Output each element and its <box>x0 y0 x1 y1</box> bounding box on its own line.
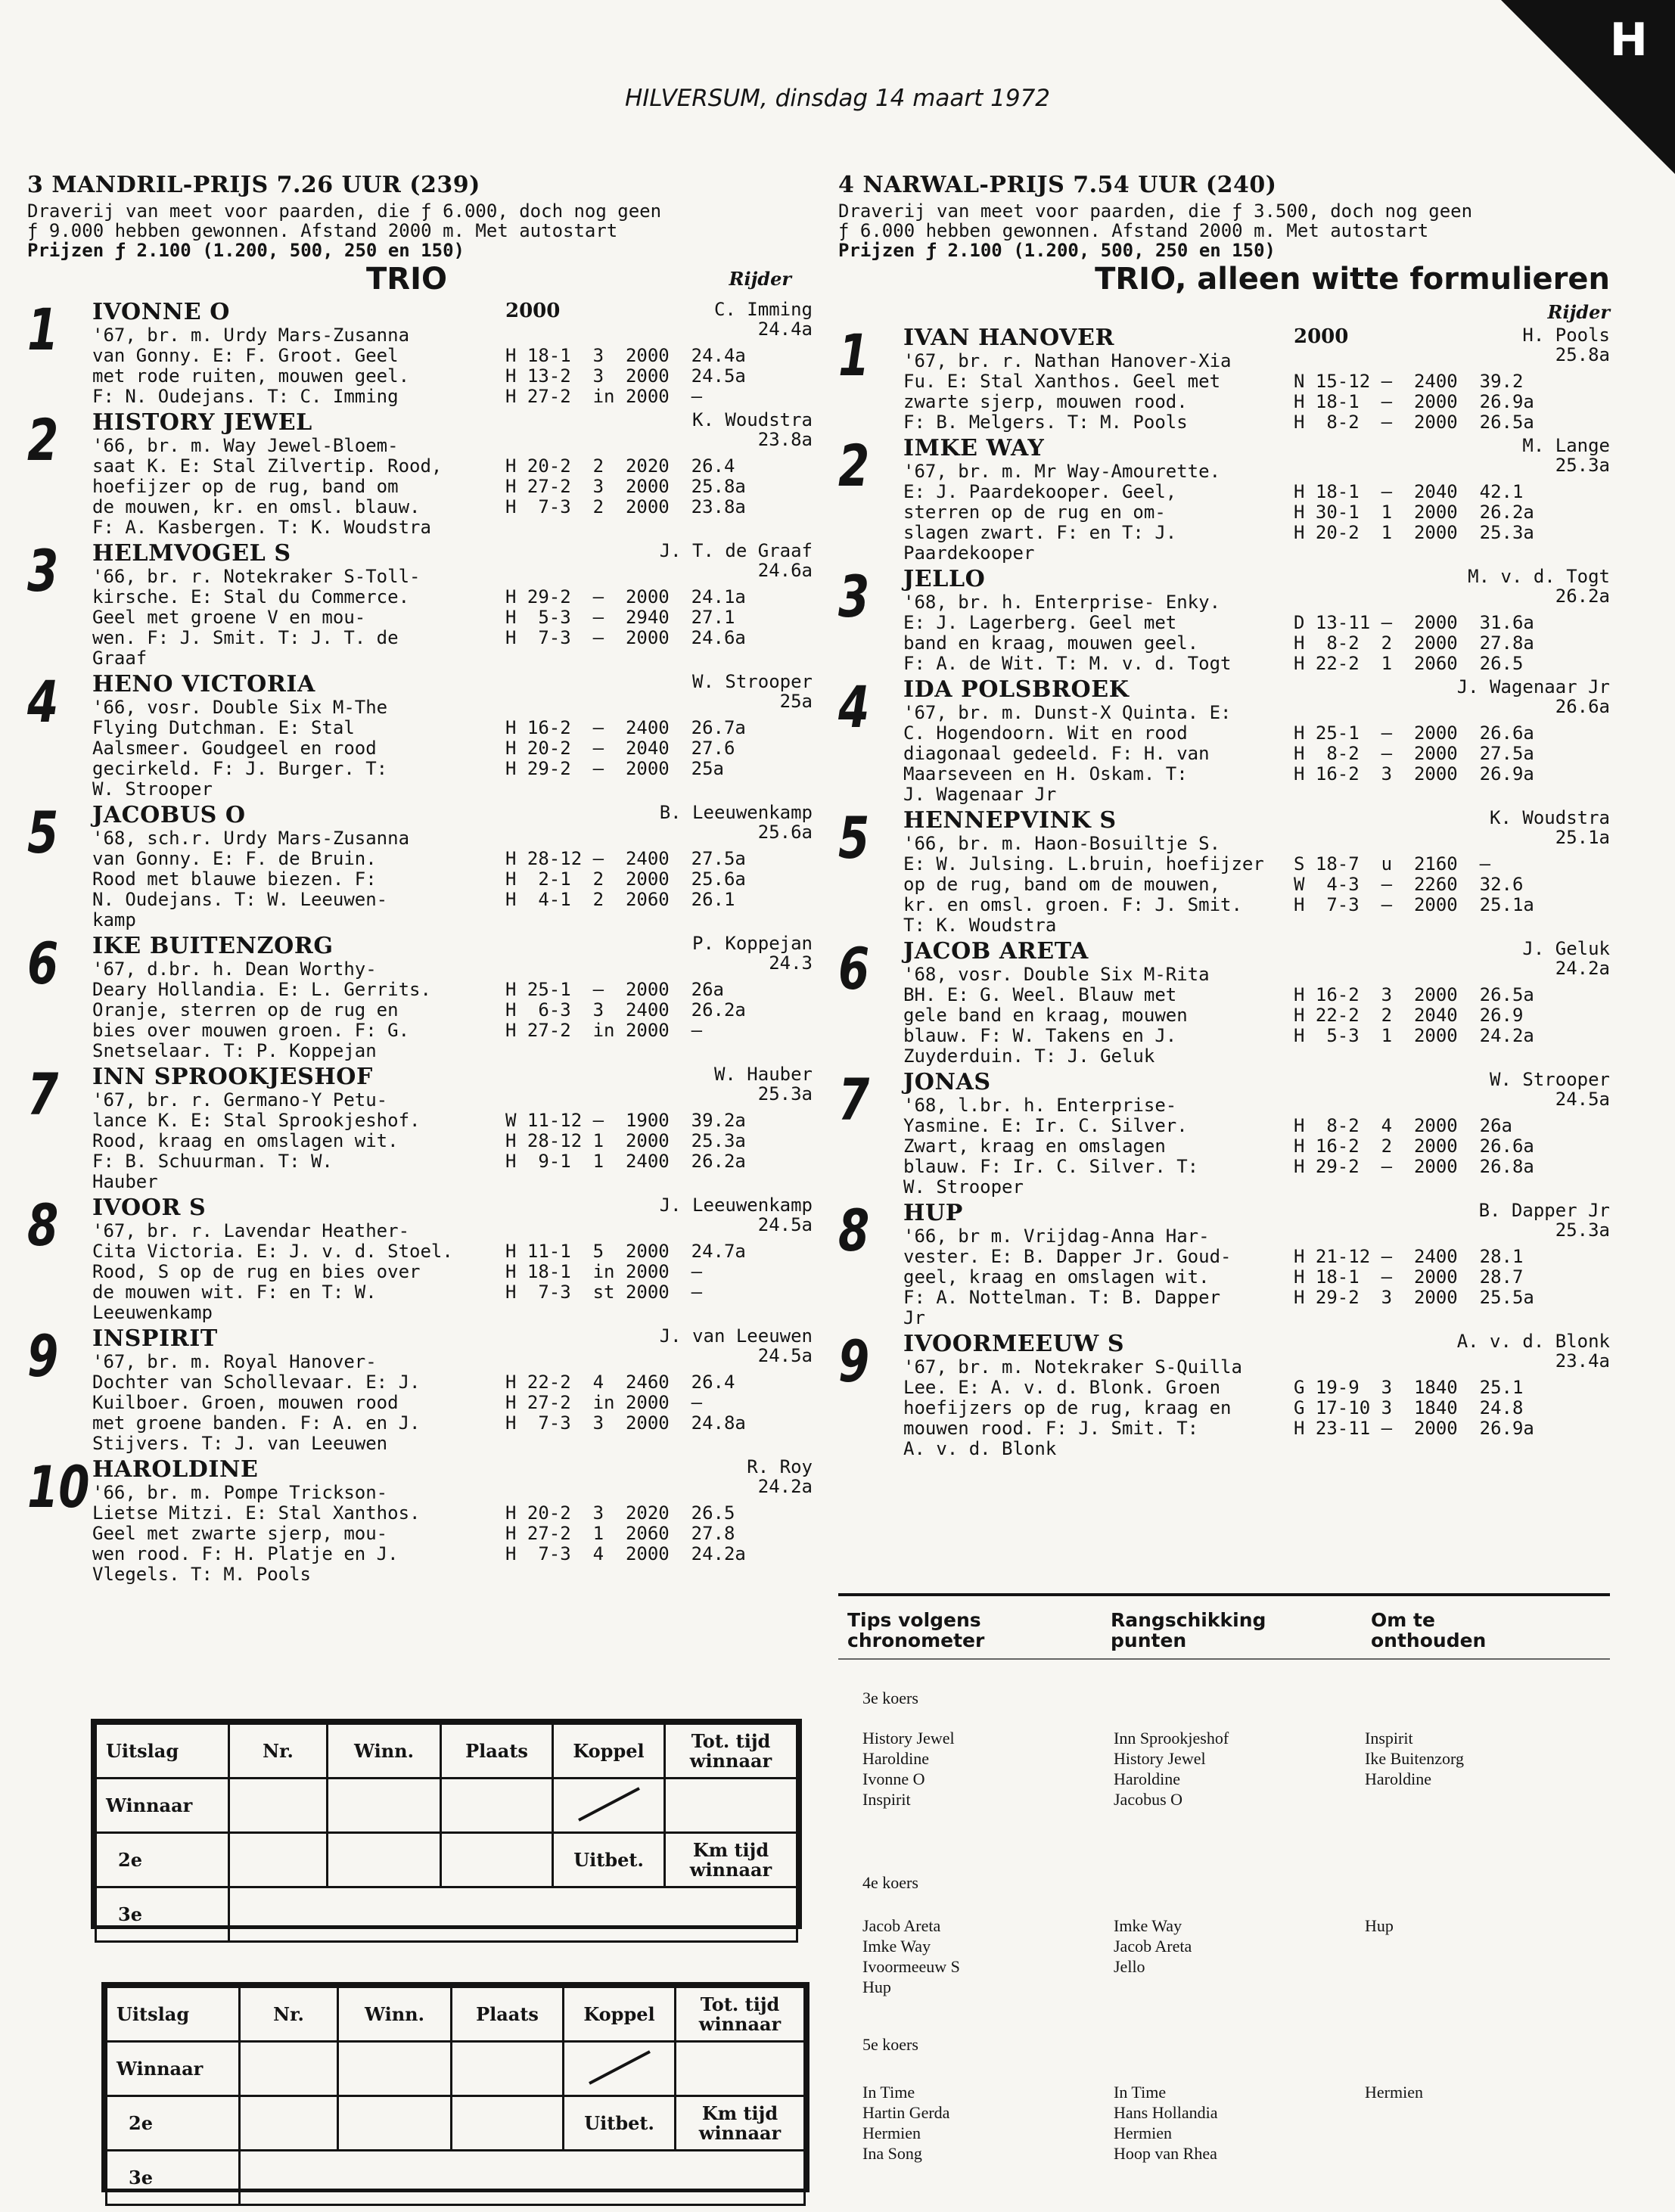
entry-body <box>903 1201 1610 1328</box>
horse-entry <box>27 1322 813 1457</box>
trio-label: TRIO, alleen witte formulieren <box>1095 262 1610 297</box>
entry-body <box>92 803 813 930</box>
entry-body <box>903 567 1610 674</box>
row-winnaar: Winnaar <box>96 1779 229 1833</box>
tip-item: Hoop van Rhea <box>1114 2144 1217 2163</box>
km-tijd-label: Km tijd winnaar <box>665 1833 797 1887</box>
rider-info <box>660 1195 813 1235</box>
race-condition-line: Draverij van meet voor paarden, die ƒ 6.000, doch nog geen <box>27 200 662 222</box>
entry-number: 4 <box>27 668 59 735</box>
horse-name: IDA POLSBROEK <box>903 676 1130 703</box>
blank-cell[interactable] <box>441 1779 553 1833</box>
past-performances: H 28-12 — 2400 27.5a H 2-1 2 2000 25.6a H 4-1 2 2060 26.1 <box>505 848 746 910</box>
entry-number: 7 <box>27 1061 59 1128</box>
past-performances: H 18-1 — 2040 42.1 H 30-1 1 2000 26.2a H 20-2 1 2000 25.3a <box>1294 481 1534 543</box>
horse-entry <box>27 930 813 1064</box>
tip-item: Ivoormeeuw S <box>862 1957 960 1976</box>
blank-cell[interactable] <box>240 2042 338 2096</box>
col-nr: Nr. <box>229 1724 328 1779</box>
rider-info <box>1479 1201 1610 1240</box>
uitbet-label: Uitbet. <box>564 2096 676 2151</box>
tip-item: In Time <box>862 2083 915 2102</box>
race-condition-line: ƒ 9.000 hebben gewonnen. Afstand 2000 m. Met autostart <box>27 220 618 241</box>
blank-row[interactable] <box>240 2151 805 2205</box>
rider-info <box>1468 567 1610 606</box>
row-3e: 3e <box>107 2151 240 2205</box>
tip-item: Hartin Gerda <box>862 2103 950 2122</box>
rider-name: K. Woudstra <box>1490 807 1610 828</box>
past-performances: H 16-2 3 2000 26.5a H 22-2 2 2040 26.9 H 5-3 1 2000 24.2a <box>1294 984 1534 1046</box>
tip-item: Hermien <box>1365 2083 1423 2102</box>
best-time: 24.5a <box>757 1345 813 1366</box>
horse-entry <box>27 1453 813 1588</box>
past-performances: H 20-2 3 2020 26.5 H 27-2 1 2060 27.8 H 7-3 4 2000 24.2a <box>505 1502 746 1564</box>
entry-list <box>27 296 813 1588</box>
blank-cell[interactable] <box>452 2042 564 2096</box>
race-conditions <box>27 201 813 260</box>
best-time: 25.6a <box>757 822 813 843</box>
slash-cell <box>564 2042 676 2096</box>
tips-list <box>862 2082 949 2164</box>
entry-number: 5 <box>838 804 870 871</box>
entry-body <box>92 1064 813 1192</box>
tip-item: Inn Sprookjeshof <box>1114 1729 1229 1748</box>
horse-entry <box>27 1191 813 1326</box>
race-prizes: Prijzen ƒ 2.100 (1.200, 500, 250 en 150) <box>27 240 465 261</box>
horse-entry <box>838 432 1610 567</box>
horse-description: '67, br. m. Urdy Mars-Zusanna van Gonny. E: F. Groot. Geel met rode ruiten, mouwen geel. F: N. Oudejans. T: C. Imming <box>92 325 410 407</box>
rider-info <box>1522 325 1610 365</box>
rider-name: R. Roy <box>747 1456 813 1477</box>
tip-item: Inspirit <box>862 1790 911 1809</box>
entry-body <box>92 1195 813 1323</box>
horse-entry <box>838 673 1610 808</box>
horse-description: '67, br. m. Mr Way-Amourette. E: J. Paardekooper. Geel, sterren op de rug en om- slagen zwart. F: en T: J. Paardekooper <box>903 461 1221 564</box>
blank-row[interactable] <box>229 1887 797 1942</box>
rider-name: J. T. de Graaf <box>659 540 813 561</box>
col-koppel: Koppel <box>564 1987 676 2042</box>
entry-number: 2 <box>27 406 59 474</box>
best-time: 26.6a <box>1555 696 1610 717</box>
horse-description: '66, br. m. Way Jewel-Bloem- saat K. E: Stal Zilvertip. Rood, hoefijzer op de rug, band om de mouwen, kr. en omsl. blauw. F: A. Kasbergen. T: K. Woudstra <box>92 435 443 538</box>
result-form-2 <box>101 1982 810 2192</box>
horse-description: '67, br. m. Notekraker S-Quilla Lee. E: A. v. d. Blonk. Groen hoefijzers op de rug, kraag en mouwen rood. F: J. Smit. T: A. v. d. Blonk <box>903 1356 1242 1459</box>
tips-list <box>1365 1915 1394 1936</box>
horse-entry <box>27 537 813 672</box>
tip-item: Jacob Areta <box>1114 1937 1192 1956</box>
horse-entry <box>838 563 1610 677</box>
horse-entry <box>838 1197 1610 1331</box>
entry-number: 10 <box>27 1453 90 1521</box>
tip-item: History Jewel <box>1114 1749 1206 1768</box>
past-performances: G 19-9 3 1840 25.1 G 17-10 3 1840 24.8 H 23-11 — 2000 26.9a <box>1294 1377 1534 1439</box>
entry-number: 1 <box>27 296 59 363</box>
tip-item: Haroldine <box>862 1749 929 1768</box>
rider-name: A. v. d. Blonk <box>1456 1331 1610 1352</box>
blank-cell[interactable] <box>665 1779 797 1833</box>
rider-info <box>1490 1070 1610 1109</box>
col-uitslag: Uitslag <box>107 1987 240 2042</box>
entry-number: 8 <box>838 1197 870 1264</box>
entry-body <box>903 1331 1610 1459</box>
tips-list <box>1114 1728 1229 1810</box>
rider-info <box>660 803 813 842</box>
entry-number: 8 <box>27 1191 59 1259</box>
tip-item: Hermien <box>862 2123 921 2142</box>
rider-name: W. Strooper <box>1490 1069 1610 1090</box>
col-tot-tijd: Tot. tijd winnaar <box>676 1987 805 2042</box>
entry-number: 9 <box>27 1322 59 1390</box>
entry-body <box>92 300 813 407</box>
tips-col-1-header: Tips volgens chronometer <box>847 1609 985 1651</box>
result-form-1 <box>91 1719 802 1929</box>
entry-body <box>92 672 813 800</box>
col-nr: Nr. <box>240 1987 338 2042</box>
blank-cell[interactable] <box>328 1833 441 1887</box>
blank-cell[interactable] <box>452 2096 564 2151</box>
race-condition-line: Draverij van meet voor paarden, die ƒ 3.500, doch nog geen <box>838 200 1473 222</box>
tips-section-label: 4e koers <box>862 1873 918 1892</box>
entry-number: 1 <box>838 322 870 389</box>
horse-description: '68, l.br. h. Enterprise- Yasmine. E: Ir. C. Silver. Zwart, kraag en omslagen blauw. F: Ir. C. Silver. T: W. Strooper <box>903 1095 1199 1198</box>
past-performances: H 25-1 — 2000 26a H 6-3 3 2400 26.2a H 27-2 in 2000 — <box>505 979 746 1041</box>
horse-entry <box>27 799 813 934</box>
distance-heading: 2000 <box>1294 325 1349 348</box>
tip-item: Haroldine <box>1365 1769 1431 1788</box>
past-performances: D 13-11 — 2000 31.6a H 8-2 2 2000 27.8a H 22-2 1 2060 26.5 <box>1294 612 1534 674</box>
tip-item: Ina Song <box>862 2144 922 2163</box>
rider-name: H. Pools <box>1522 325 1610 346</box>
rider-name: M. Lange <box>1522 435 1610 456</box>
horse-description: '67, br. m. Royal Hanover- Dochter van Schollevaar. E: J. Kuilboer. Groen, mouwen rood met groene banden. F: A. en J. Stijvers. T: J. van Leeuwen <box>92 1351 421 1454</box>
best-time: 25.3a <box>757 1083 813 1104</box>
horse-description: '66, vosr. Double Six M-The Flying Dutchman. E: Stal Aalsmeer. Goudgeel en rood gecirkeld. F: J. Burger. T: W. Strooper <box>92 697 388 800</box>
tips-list <box>1365 1728 1464 1789</box>
rider-info <box>660 541 813 580</box>
blank-cell[interactable] <box>240 2096 338 2151</box>
past-performances: S 18-7 u 2160 — W 4-3 — 2260 32.6 H 7-3 — 2000 25.1a <box>1294 853 1534 915</box>
rider-info <box>1457 677 1610 716</box>
blank-cell[interactable] <box>338 2096 452 2151</box>
past-performances: H 29-2 — 2000 24.1a H 5-3 — 2940 27.1 H 7-3 — 2000 24.6a <box>505 586 746 648</box>
uitbet-label: Uitbet. <box>553 1833 665 1887</box>
horse-entry <box>838 804 1610 939</box>
horse-entry <box>838 322 1610 436</box>
horse-description: '66, br. m. Pompe Trickson- Lietse Mitzi. E: Stal Xanthos. Geel met zwarte sjerp, mou- wen rood. F: H. Platje en J. Vlegels. T: M. Pools <box>92 1482 421 1585</box>
horse-name: HENO VICTORIA <box>92 671 315 697</box>
horse-name: IVOORMEEUW S <box>903 1331 1125 1357</box>
distance-heading: 2000 <box>505 300 561 322</box>
best-time: 26.2a <box>1555 586 1610 607</box>
best-time: 23.4a <box>1555 1350 1610 1372</box>
rider-name: W. Hauber <box>713 1064 813 1085</box>
trio-label: TRIO <box>366 262 447 297</box>
col-plaats: Plaats <box>452 1987 564 2042</box>
rider-name: P. Koppejan <box>692 933 813 954</box>
rider-name: M. v. d. Togt <box>1468 566 1610 587</box>
entry-body <box>903 436 1610 564</box>
horse-description: '67, br. m. Dunst-X Quinta. E: C. Hogendoorn. Wit en rood diagonaal gedeeld. F: H. van Maarseveen en H. Oskam. T: J. Wagenaar Jr <box>903 702 1232 805</box>
tips-subrule <box>838 1658 1610 1660</box>
tip-item: Ivonne O <box>862 1769 925 1788</box>
row-winnaar: Winnaar <box>107 2042 240 2096</box>
tip-item: Imke Way <box>862 1937 931 1956</box>
tips-section-label: 3e koers <box>862 1689 918 1707</box>
entry-body <box>92 541 813 669</box>
rider-name: W. Strooper <box>692 671 813 692</box>
past-performances: H 11-1 5 2000 24.7a H 18-1 in 2000 — H 7-3 st 2000 — <box>505 1241 746 1303</box>
past-performances: W 11-12 — 1900 39.2a H 28-12 1 2000 25.3a H 9-1 1 2400 26.2a <box>505 1110 746 1172</box>
tip-item: Imke Way <box>1114 1916 1182 1935</box>
result-table <box>105 1986 806 2206</box>
rider-name: J. van Leeuwen <box>659 1325 813 1347</box>
past-performances: N 15-12 — 2400 39.2 H 18-1 — 2000 26.9a H 8-2 — 2000 26.5a <box>1294 371 1534 433</box>
rider-name: J. Geluk <box>1522 938 1610 959</box>
best-time: 25.8a <box>1555 344 1610 365</box>
row-2e: 2e <box>96 1833 229 1887</box>
tip-item: In Time <box>1114 2083 1167 2102</box>
col-winn: Winn. <box>328 1724 441 1779</box>
best-time: 24.5a <box>757 1214 813 1235</box>
best-time: 24.6a <box>757 560 813 581</box>
tip-item: Inspirit <box>1365 1729 1413 1748</box>
race-condition-line: ƒ 6.000 hebben gewonnen. Afstand 2000 m. Met autostart <box>838 220 1429 241</box>
tip-item: Haroldine <box>1114 1769 1180 1788</box>
horse-name: JELLO <box>903 566 986 592</box>
past-performances: H 16-2 — 2400 26.7a H 20-2 — 2040 27.6 H 29-2 — 2000 25a <box>505 717 746 779</box>
horse-name: IMKE WAY <box>903 435 1045 461</box>
past-performances: H 25-1 — 2000 26.6a H 8-2 — 2000 27.5a H 16-2 3 2000 26.9a <box>1294 722 1534 784</box>
entry-number: 7 <box>838 1066 870 1133</box>
horse-entry <box>838 935 1610 1070</box>
rider-name: K. Woudstra <box>692 409 813 430</box>
rider-info <box>1490 808 1610 847</box>
blank-cell[interactable] <box>441 1833 553 1887</box>
tips-section-label: 5e koers <box>862 2035 918 2054</box>
best-time: 24.2a <box>1555 958 1610 979</box>
rider-name: B. Leeuwenkamp <box>659 802 813 823</box>
horse-entry <box>838 1328 1610 1462</box>
tip-item: Hup <box>862 1977 891 1996</box>
horse-description: '68, br. h. Enterprise- Enky. E: J. Lagerberg. Geel met band en kraag, mouwen geel. F: A. de Wit. T: M. v. d. Togt <box>903 592 1232 674</box>
horse-entry <box>838 1066 1610 1201</box>
rider-info <box>747 1457 813 1496</box>
tips-list <box>862 1728 955 1810</box>
tip-item: Jacobus O <box>1114 1790 1183 1809</box>
past-performances: H 18-1 3 2000 24.4a H 13-2 3 2000 24.5a H 27-2 in 2000 — <box>505 345 746 407</box>
tip-item: Hans Hollandia <box>1114 2103 1218 2122</box>
tip-item: Jacob Areta <box>862 1916 941 1935</box>
horse-name: INSPIRIT <box>92 1325 218 1352</box>
tip-item: Jello <box>1114 1957 1145 1976</box>
rider-info <box>1522 939 1610 978</box>
rijder-heading: Rijder <box>729 268 791 290</box>
tips-list <box>1114 2082 1217 2164</box>
race-title: 4 NARWAL-PRIJS 7.54 UUR (240) <box>838 172 1277 198</box>
entry-body <box>903 939 1610 1067</box>
rider-info <box>1457 1331 1610 1371</box>
tip-item: Hermien <box>1114 2123 1172 2142</box>
best-time: 25a <box>779 691 813 712</box>
horse-name: INN SPROOKJESHOF <box>92 1064 373 1090</box>
blank-cell[interactable] <box>338 2042 452 2096</box>
horse-name: HAROLDINE <box>92 1456 259 1483</box>
race-conditions <box>838 201 1610 260</box>
entry-number: 6 <box>838 935 870 1002</box>
blank-cell[interactable] <box>676 2042 805 2096</box>
entry-number: 3 <box>27 537 59 604</box>
rider-name: C. Imming <box>713 299 813 320</box>
horse-name: IVAN HANOVER <box>903 325 1115 351</box>
tips-col-2-header: Rangschikking punten <box>1111 1609 1266 1651</box>
tip-item: Hup <box>1365 1916 1394 1935</box>
entry-body <box>92 934 813 1061</box>
col-koppel: Koppel <box>553 1724 665 1779</box>
tip-item: History Jewel <box>862 1729 955 1748</box>
row-2e: 2e <box>107 2096 240 2151</box>
slash-mark <box>567 1781 651 1826</box>
entry-number: 9 <box>838 1328 870 1395</box>
rider-info <box>714 1064 813 1104</box>
rider-info <box>714 300 813 339</box>
entry-number: 4 <box>838 673 870 741</box>
col-plaats: Plaats <box>441 1724 553 1779</box>
km-tijd-label: Km tijd winnaar <box>676 2096 805 2151</box>
race-4-column <box>838 172 1610 1462</box>
horse-description: '67, d.br. h. Dean Worthy- Deary Hollandia. E: L. Gerrits. Oranje, sterren op de rug en bies over mouwen groen. F: G. Snetselaar. T: P. Koppejan <box>92 958 431 1061</box>
rider-info <box>692 410 813 449</box>
tips-list <box>1114 1915 1192 1977</box>
horse-description: '67, br. r. Germano-Y Petu- lance K. E: Stal Sprookjeshof. Rood, kraag en omslagen wit. F: B. Schuurman. T: W. Hauber <box>92 1089 421 1192</box>
col-uitslag: Uitslag <box>96 1724 229 1779</box>
entry-number: 2 <box>838 432 870 499</box>
entry-body <box>92 1457 813 1585</box>
horse-entry <box>27 1061 813 1195</box>
horse-name: JACOBUS O <box>92 802 246 828</box>
race-title: 3 MANDRIL-PRIJS 7.26 UUR (239) <box>27 172 480 198</box>
entry-body <box>903 1070 1610 1198</box>
horse-description: '66, br m. Vrijdag-Anna Har- vester. E: B. Dapper Jr. Goud- geel, kraag en omslagen wit. F: A. Nottelman. T: B. Dapper Jr <box>903 1226 1232 1328</box>
horse-entry <box>27 668 813 803</box>
rider-info <box>660 1326 813 1365</box>
horse-name: IVOOR S <box>92 1195 207 1221</box>
section-letter: H <box>1609 14 1648 67</box>
best-time: 25.3a <box>1555 1219 1610 1241</box>
rider-info <box>692 934 813 973</box>
entry-body <box>92 410 813 538</box>
horse-description: '66, br. m. Haon-Bosuiltje S. E: W. Julsing. L.bruin, hoefijzer op de rug, band om de mouwen, kr. en omsl. groen. F: J. Smit. T: K. Woudstra <box>903 833 1264 936</box>
entry-body <box>92 1326 813 1454</box>
entry-body <box>903 325 1610 433</box>
entry-number: 6 <box>27 930 59 997</box>
horse-name: JONAS <box>903 1069 991 1095</box>
row-3e: 3e <box>96 1887 229 1942</box>
tips-list <box>862 1915 960 1997</box>
blank-cell[interactable] <box>328 1779 441 1833</box>
slash-cell <box>553 1779 665 1833</box>
page-masthead: HILVERSUM, dinsdag 14 maart 1972 <box>624 85 1051 112</box>
horse-name: HENNEPVINK S <box>903 807 1117 834</box>
entry-number: 5 <box>27 799 59 866</box>
col-tot-tijd: Tot. tijd winnaar <box>665 1724 797 1779</box>
rijder-heading: Rijder <box>1547 301 1610 323</box>
trio-header <box>838 260 1610 325</box>
rider-name: J. Wagenaar Jr <box>1456 676 1610 697</box>
entry-body <box>903 808 1610 936</box>
horse-description: '67, br. r. Lavendar Heather- Cita Victoria. E: J. v. d. Stoel. Rood, S op de rug en bies over de mouwen wit. F: en T: W. Leeuwenkamp <box>92 1220 453 1323</box>
best-time: 24.5a <box>1555 1089 1610 1110</box>
entry-list <box>838 322 1610 1462</box>
entry-body <box>903 677 1610 805</box>
past-performances: H 20-2 2 2020 26.4 H 27-2 3 2000 25.8a H 7-3 2 2000 23.8a <box>505 455 746 517</box>
horse-name: HUP <box>903 1200 963 1226</box>
horse-description: '68, sch.r. Urdy Mars-Zusanna van Gonny. E: F. de Bruin. Rood met blauwe biezen. F: N. Oudejans. T: W. Leeuwen- kamp <box>92 828 410 930</box>
past-performances: H 21-12 — 2400 28.1 H 18-1 — 2000 28.7 H 29-2 3 2000 25.5a <box>1294 1246 1534 1308</box>
trio-header <box>27 260 813 300</box>
best-time: 25.1a <box>1555 827 1610 848</box>
rider-name: J. Leeuwenkamp <box>659 1195 813 1216</box>
rider-name: B. Dapper Jr <box>1478 1200 1610 1221</box>
horse-description: '67, br. r. Nathan Hanover-Xia Fu. E: Stal Xanthos. Geel met zwarte sjerp, mouwen rood. F: B. Melgers. T: M. Pools <box>903 350 1232 433</box>
horse-name: JACOB ARETA <box>903 938 1089 965</box>
slash-mark <box>578 2044 661 2089</box>
best-time: 24.4a <box>757 318 813 340</box>
best-time: 24.2a <box>757 1476 813 1497</box>
entry-number: 3 <box>838 563 870 630</box>
result-table <box>95 1723 798 1943</box>
tips-list <box>1365 2082 1423 2102</box>
tips-rule <box>838 1593 1610 1596</box>
tips-col-3-header: Om te onthouden <box>1371 1609 1487 1651</box>
horse-entry <box>27 296 813 410</box>
blank-cell[interactable] <box>229 1779 328 1833</box>
race-3-column <box>27 172 813 1588</box>
past-performances: H 22-2 4 2460 26.4 H 27-2 in 2000 — H 7-3 3 2000 24.8a <box>505 1372 746 1434</box>
best-time: 24.3 <box>769 952 813 974</box>
horse-description: '68, vosr. Double Six M-Rita BH. E: G. Weel. Blauw met gele band en kraag, mouwen blauw. F: W. Takens en J. Zuyderduin. T: J. Geluk <box>903 964 1210 1067</box>
horse-name: HISTORY JEWEL <box>92 409 312 436</box>
tip-item: Ike Buitenzorg <box>1365 1749 1464 1768</box>
horse-description: '66, br. r. Notekraker S-Toll- kirsche. E: Stal du Commerce. Geel met groene V en mou- wen. F: J. Smit. T: J. T. de Graaf <box>92 566 421 669</box>
rider-info <box>1522 436 1610 475</box>
horse-name: HELMVOGEL S <box>92 540 291 567</box>
horse-name: IVONNE O <box>92 299 231 325</box>
best-time: 25.3a <box>1555 455 1610 476</box>
past-performances: H 8-2 4 2000 26a H 16-2 2 2000 26.6a H 29-2 — 2000 26.8a <box>1294 1115 1534 1177</box>
horse-name: IKE BUITENZORG <box>92 933 334 959</box>
rider-info <box>692 672 813 711</box>
horse-entry <box>27 406 813 541</box>
best-time: 23.8a <box>757 429 813 450</box>
race-prizes: Prijzen ƒ 2.100 (1.200, 500, 250 en 150) <box>838 240 1276 261</box>
col-winn: Winn. <box>338 1987 452 2042</box>
blank-cell[interactable] <box>229 1833 328 1887</box>
